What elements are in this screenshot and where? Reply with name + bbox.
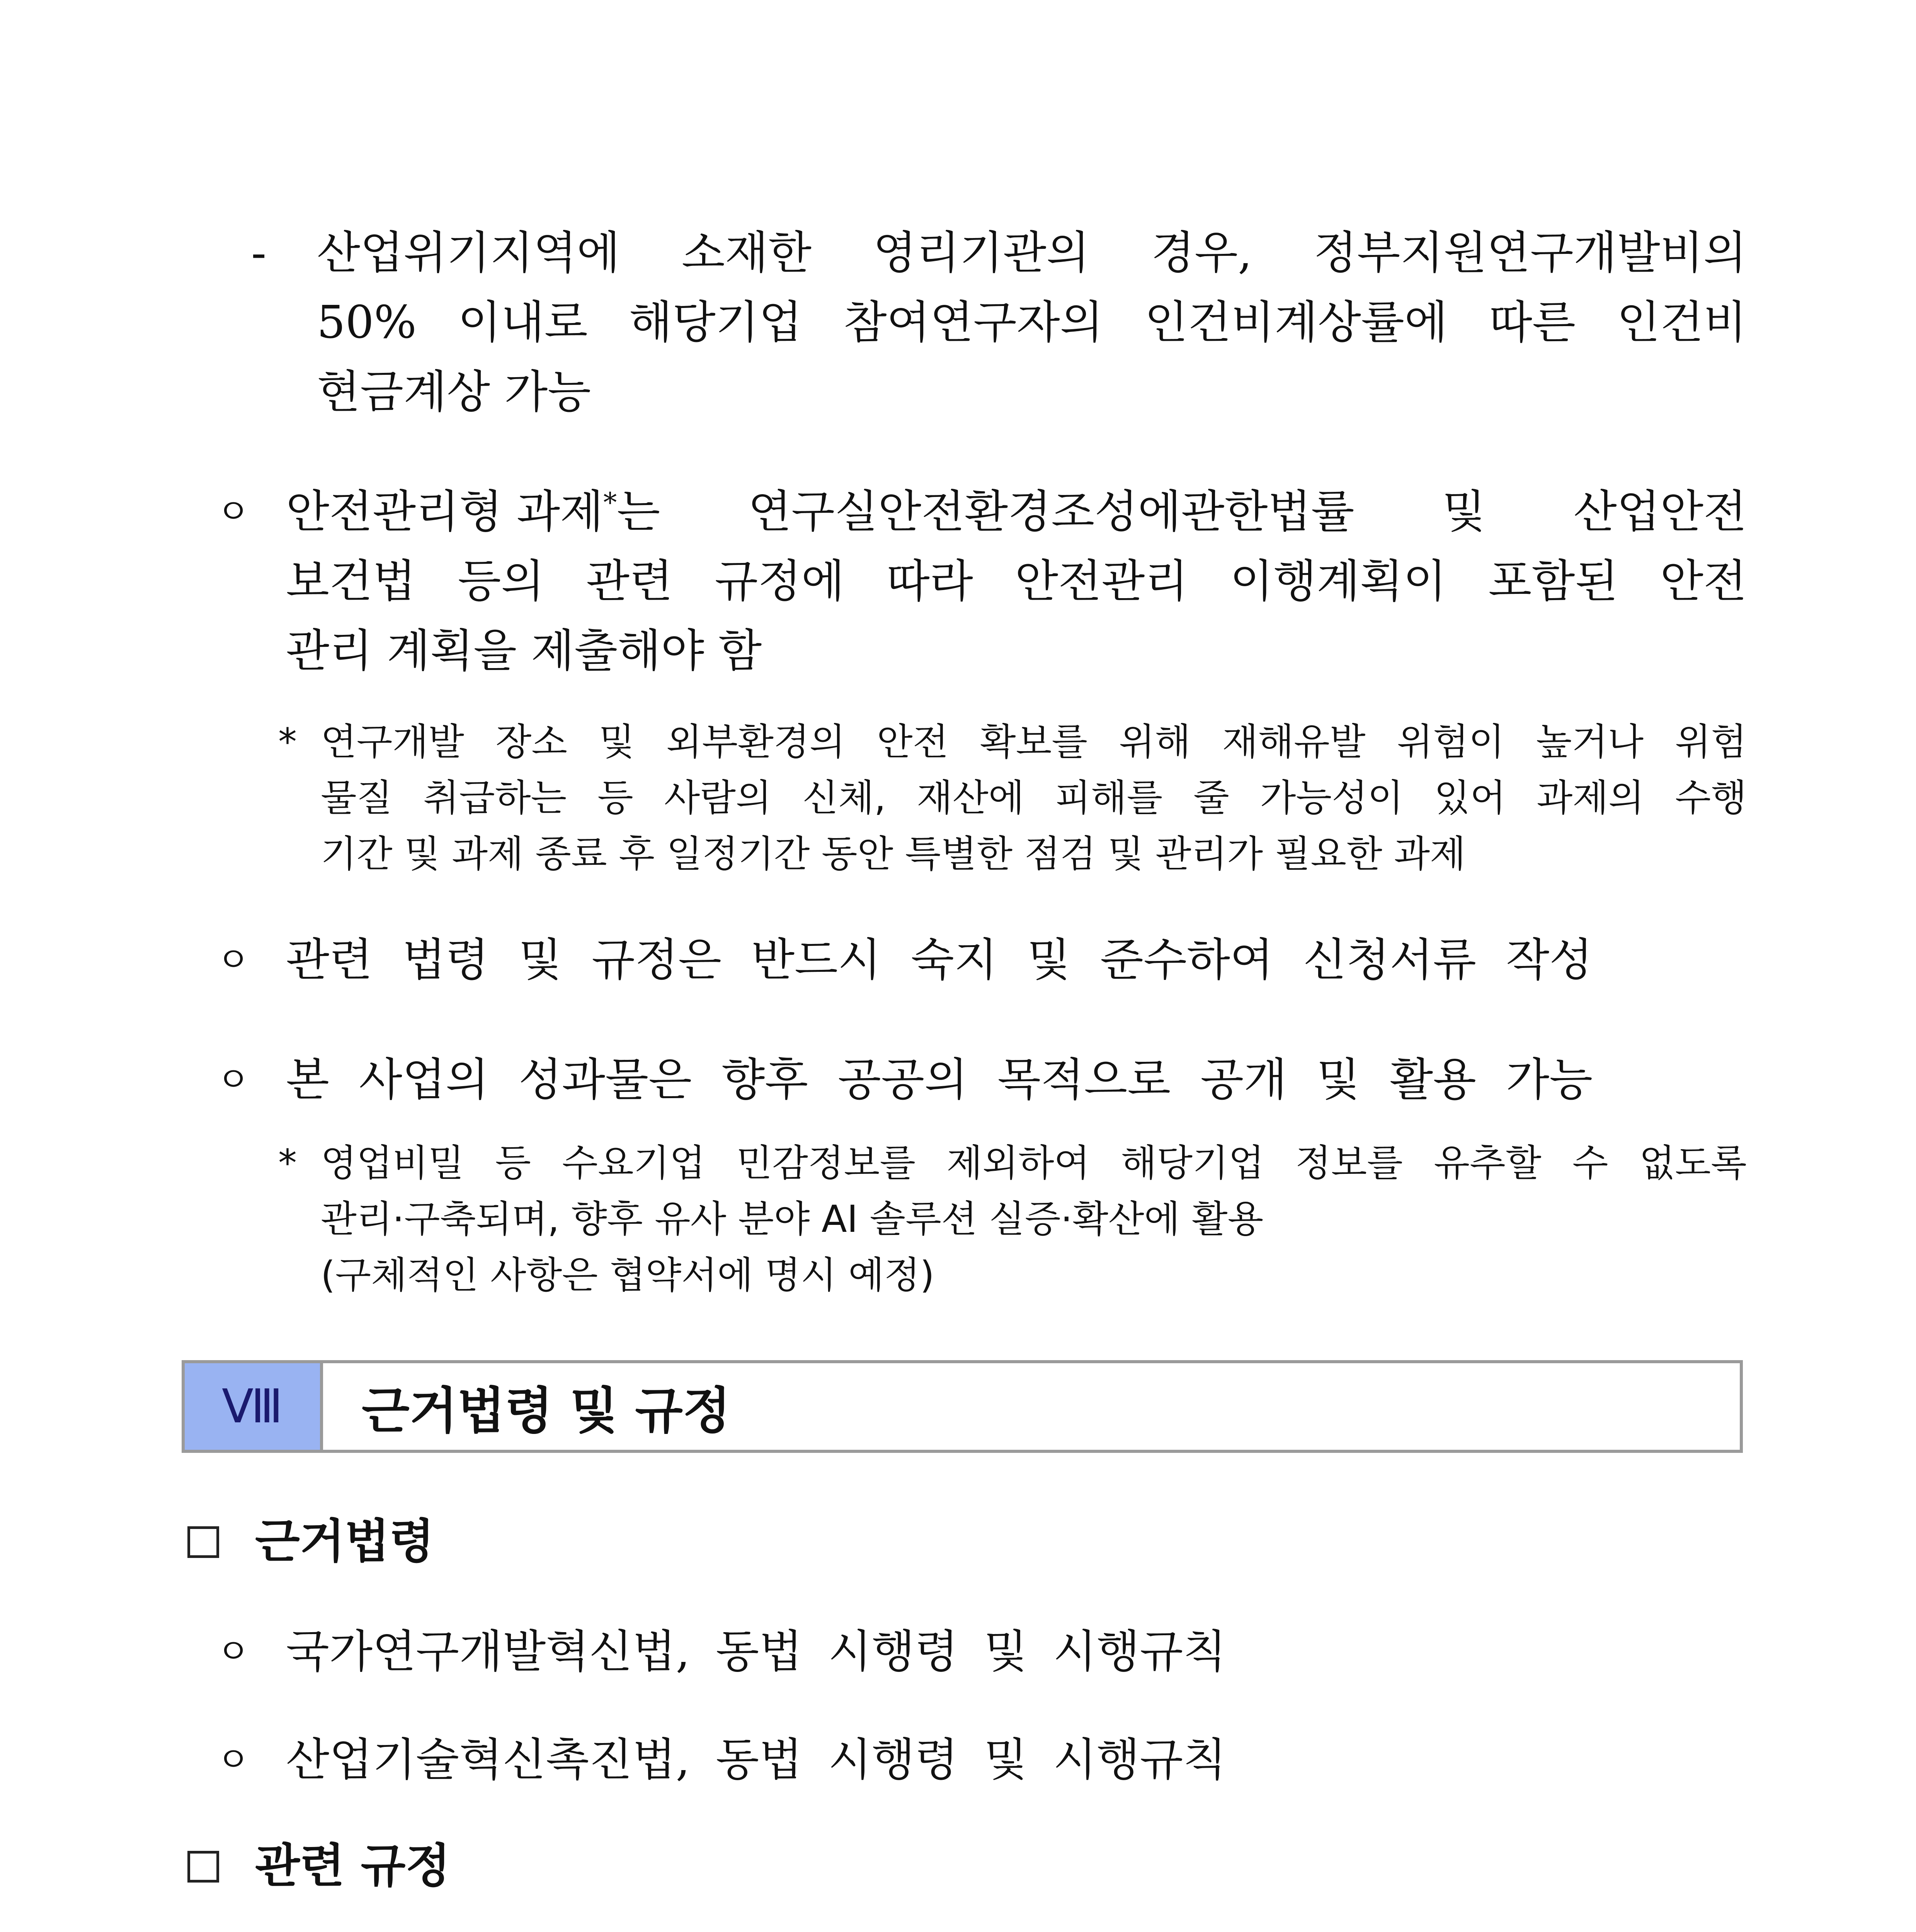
word: 위해 — [1119, 720, 1191, 764]
word: 장소 — [495, 720, 567, 764]
dash-item-line-3: 현금계상 가능 — [317, 366, 591, 418]
word: 높거나 — [1536, 720, 1644, 764]
related-rules-heading: 관련 규정 — [255, 1839, 451, 1893]
word: 규정에 — [715, 555, 845, 607]
bullet-circle: ㅇ — [216, 940, 250, 980]
word: 관련 — [586, 555, 673, 607]
safety-item-line-3: 관리 계획을 제출해야 함 — [286, 625, 762, 677]
word: 줄 — [1193, 776, 1229, 820]
bullet-circle: ㅇ — [216, 1631, 250, 1672]
section-header — [182, 1360, 1743, 1453]
safety-note-line-3: 기간 및 과제 종료 후 일정기간 동안 특별한 점검 및 관리가 필요한 과제 — [321, 832, 1466, 876]
dash-item-line-1 — [317, 224, 1747, 282]
bullet-circle: ㅇ — [216, 1060, 250, 1100]
word: 인건비계상률에 — [1144, 296, 1448, 349]
word: 이내로 — [458, 296, 588, 349]
word: 수 — [1572, 1141, 1608, 1185]
word: 등 — [597, 776, 633, 820]
bullet-circle: ㅇ — [216, 1740, 250, 1780]
safety-item-text: 는 — [617, 486, 660, 538]
safety-item-line-1 — [286, 483, 1747, 541]
safety-item-word: 산업안전 — [1573, 486, 1747, 538]
outcome-note-line-1 — [321, 1136, 1747, 1190]
word: 가능성이 — [1260, 776, 1404, 820]
note-star: * — [278, 1141, 297, 1185]
checkbox-square-icon — [187, 1851, 219, 1883]
word: 정보를 — [1295, 1141, 1403, 1185]
word: 위험 — [1675, 720, 1747, 764]
word: 재해유발 — [1222, 720, 1366, 764]
word: 영업비밀 — [321, 1141, 464, 1185]
word: 사람의 — [664, 776, 772, 820]
word: 취급하는 — [423, 776, 567, 820]
word: 안전관리 — [1015, 555, 1188, 607]
safety-item-line-2 — [286, 553, 1747, 611]
section-title: 근거법령 및 규정 — [362, 1382, 731, 1440]
word: 포함된 — [1488, 555, 1618, 607]
word: 정부지원연구개발비의 — [1314, 227, 1747, 279]
word: 영리기관의 — [873, 227, 1090, 279]
word: 참여연구자의 — [843, 296, 1103, 349]
word: 연구개발 — [321, 720, 464, 764]
word: 이행계획이 — [1230, 555, 1447, 607]
word: 수행 — [1675, 776, 1747, 820]
section-number: Ⅷ — [185, 1363, 323, 1450]
word: 해당기업 — [1121, 1141, 1264, 1185]
word: 제외하여 — [946, 1141, 1090, 1185]
law-item-text: 관련 법령 및 규정은 반드시 숙지 및 준수하여 신청서류 작성 — [286, 934, 1593, 986]
word: 50% — [317, 296, 417, 349]
outcome-item-text: 본 사업의 성과물은 향후 공공의 목적으로 공개 및 활용 가능 — [286, 1054, 1593, 1106]
word: 신체, — [802, 776, 886, 820]
basis-laws-heading: 근거법령 — [255, 1515, 434, 1568]
word: 산업위기지역에 — [317, 227, 620, 279]
word: 등의 — [458, 555, 545, 607]
word: 물질 — [321, 776, 393, 820]
safety-item-text: 안전관리형 과제 — [286, 486, 604, 538]
word: 및 — [599, 720, 635, 764]
dash-item-line-2 — [317, 294, 1747, 352]
word: 유추할 — [1434, 1141, 1542, 1185]
word: 민감정보를 — [736, 1141, 916, 1185]
dash-marker: - — [251, 227, 267, 279]
safety-note-line-1 — [321, 715, 1747, 769]
word: 등 — [495, 1141, 531, 1185]
word: 과제의 — [1537, 776, 1644, 820]
outcome-note-line-3: (구체적인 사항은 협약서에 명시 예정) — [321, 1253, 935, 1297]
safety-item-word: 연구실안전환경조성에관한법률 — [748, 486, 1354, 538]
word: 없도록 — [1639, 1141, 1747, 1185]
word: 수요기업 — [562, 1141, 706, 1185]
word: 따른 — [1489, 296, 1576, 349]
word: 있어 — [1434, 776, 1506, 820]
word: 인건비 — [1617, 296, 1747, 349]
checkbox-square-icon — [187, 1526, 219, 1558]
word: 소재한 — [681, 227, 812, 279]
word: 해당기업 — [629, 296, 802, 349]
safety-note-line-2 — [321, 771, 1747, 825]
word: 안전 — [876, 720, 949, 764]
basis-law-item-2: 산업기술혁신촉진법, 동법 시행령 및 시행규칙 — [286, 1734, 1227, 1786]
word: 경우, — [1151, 227, 1252, 279]
word: 재산에 — [917, 776, 1024, 820]
word: 따라 — [886, 555, 973, 607]
word: 보건법 — [286, 555, 416, 607]
word: 확보를 — [980, 720, 1088, 764]
note-star: * — [278, 720, 297, 764]
outcome-note-line-2: 관리·구축되며, 향후 유사 분야 AI 솔루션 실증·확산에 활용 — [321, 1197, 1264, 1241]
safety-item-word: 및 — [1442, 486, 1486, 538]
word: 안전 — [1660, 555, 1747, 607]
word: 외부환경의 — [666, 720, 846, 764]
basis-law-item-1: 국가연구개발혁신법, 동법 시행령 및 시행규칙 — [286, 1626, 1227, 1678]
word: 위험이 — [1397, 720, 1505, 764]
footnote-mark: * — [603, 486, 617, 519]
word: 피해를 — [1055, 776, 1163, 820]
bullet-circle: ㅇ — [216, 492, 250, 532]
